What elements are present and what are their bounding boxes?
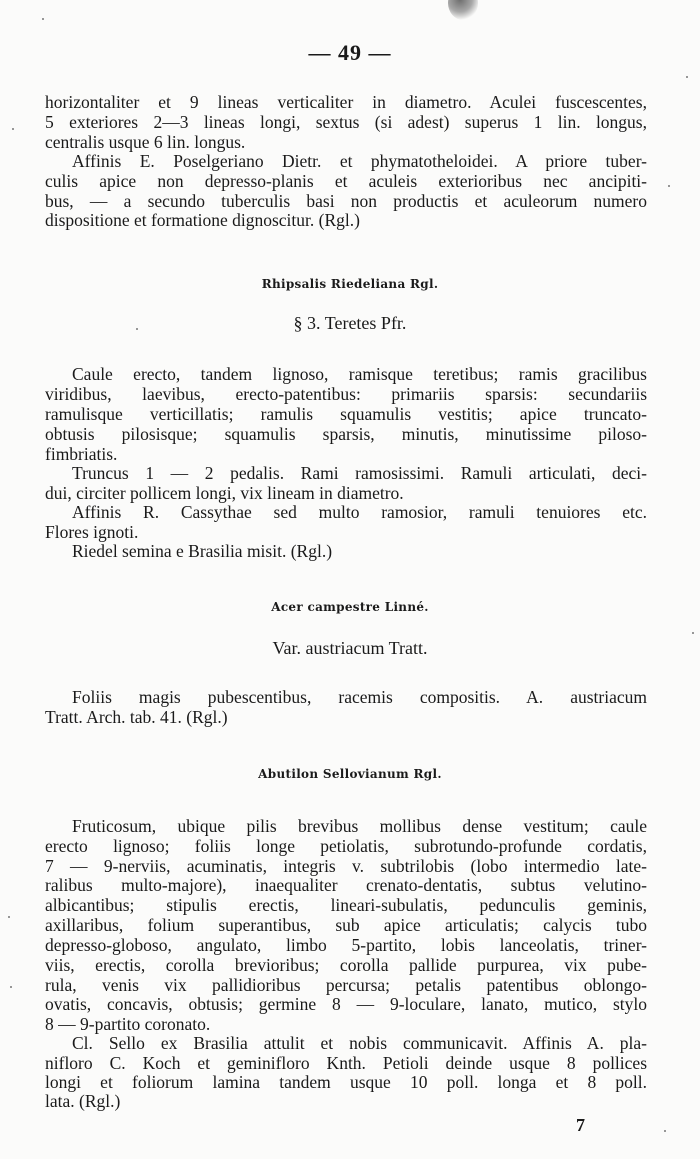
text-line: Flores ignoti. [45,522,139,542]
text-line: dui, circiter pollicem longi, vix lineam in diametro. [45,483,404,503]
text-line: nifloro C. Koch et geminifloro Knth. Petioli deinde usque 8 pollices [45,1053,647,1073]
text-line: Riedel semina e Brasilia misit. (Rgl.) [72,541,333,561]
text-line: centralis usque 6 lin. longus. [45,132,246,152]
text-line: Foliis magis pubescentibus, racemis compositis. A. austriacum [72,687,647,707]
ink-smudge [448,0,478,20]
text-line: 5 exteriores 2—3 lineas longi, sextus (si adest) superus 1 lin. longus, [45,112,647,132]
text-line: ovatis, concavis, obtusis; germine 8 — 9-loculare, lanato, mutico, stylo [45,994,647,1014]
scan-speck [42,18,44,20]
scan-speck [12,128,14,130]
text-line: fimbriatis. [45,444,118,464]
section-heading: Acer campestre Linné. [271,600,429,614]
scan-speck [668,185,670,187]
text-line: rula, venis vix pallidioribus percursa; petalis patentibus oblongo- [45,975,647,995]
text-line: culis apice non depresso-planis et aculeis exterioribus nec ancipiti- [45,171,647,191]
text-line: obtusis pilosisque; squamulis sparsis, minutis, minutissime piloso- [45,424,647,444]
text-line: viridibus, laevibus, erecto-patentibus: primariis sparsis: secundariis [45,384,647,404]
text-line: lata. (Rgl.) [45,1091,121,1111]
text-line: ralibus multo-majore), inaequaliter crenato-dentatis, subtus velutino- [45,875,647,895]
scan-speck [10,986,12,988]
text-line: axillaribus, folium superantibus, sub apice articulatis; calycis tubo [45,915,647,935]
text-line: Affinis R. Cassythae sed multo ramosior, ramuli tenuiores etc. [72,502,647,522]
text-line: Caule erecto, tandem lignoso, ramisque teretibus; ramis gracilibus [72,364,647,384]
section-heading: Rhipsalis Riedeliana Rgl. [261,277,439,291]
text-line: Fruticosum, ubique pilis brevibus mollibus dense vestitum; caule [72,816,647,836]
text-line: longi et foliorum lamina tandem usque 10 poll. longa et 8 poll. [45,1072,647,1092]
text-line: erecto lignoso; foliis longe petiolatis, subrotundo-profunde cordatis, [45,836,647,856]
text-line: bus, — a secundo tuberculis basi non productis et aculeorum numero [45,191,647,211]
scan-speck [686,76,688,78]
text-line: Tratt. Arch. tab. 41. (Rgl.) [45,707,228,727]
text-line: Cl. Sello ex Brasilia attulit et nobis communicavit. Affinis A. pla- [72,1033,647,1053]
scan-speck [8,916,10,918]
text-line: depresso-globoso, angulato, limbo 5-partito, lobis lanceolatis, triner- [45,935,647,955]
text-line: dispositione et formatione dignoscitur. (Rgl.) [45,210,360,230]
section-heading: Abutilon Sellovianum Rgl. [258,767,442,781]
text-line: horizontaliter et 9 lineas verticaliter in diametro. Aculei fuscescentes, [45,92,647,112]
text-line: viis, erectis, corolla brevioribus; corolla pallide purpurea, vix pube- [45,955,647,975]
scan-speck [664,1130,666,1132]
text-line: albicantibus; stipulis erectis, lineari-subulatis, pedunculis geminis, [45,895,647,915]
page-number: — 49 — [308,40,392,65]
text-line: Affinis E. Poselgeriano Dietr. et phymatotheloidei. A priore tuber- [72,151,647,171]
scan-speck [136,328,138,330]
text-line: Truncus 1 — 2 pedalis. Rami ramosissimi. Ramuli articulati, deci- [72,463,647,483]
text-line: 7 — 9-nerviis, acuminatis, integris v. subtrilobis (lobo intermedio late- [45,856,647,876]
section-subheading: § 3. Teretes Pfr. [293,313,407,333]
scan-speck [692,632,694,634]
text-line: 8 — 9-partito coronato. [45,1014,211,1034]
section-subheading: Var. austriacum Tratt. [272,638,428,658]
text-line: ramulisque verticillatis; ramulis squamulis vestitis; apice truncato- [45,404,647,424]
signature-mark: 7 [576,1115,585,1135]
